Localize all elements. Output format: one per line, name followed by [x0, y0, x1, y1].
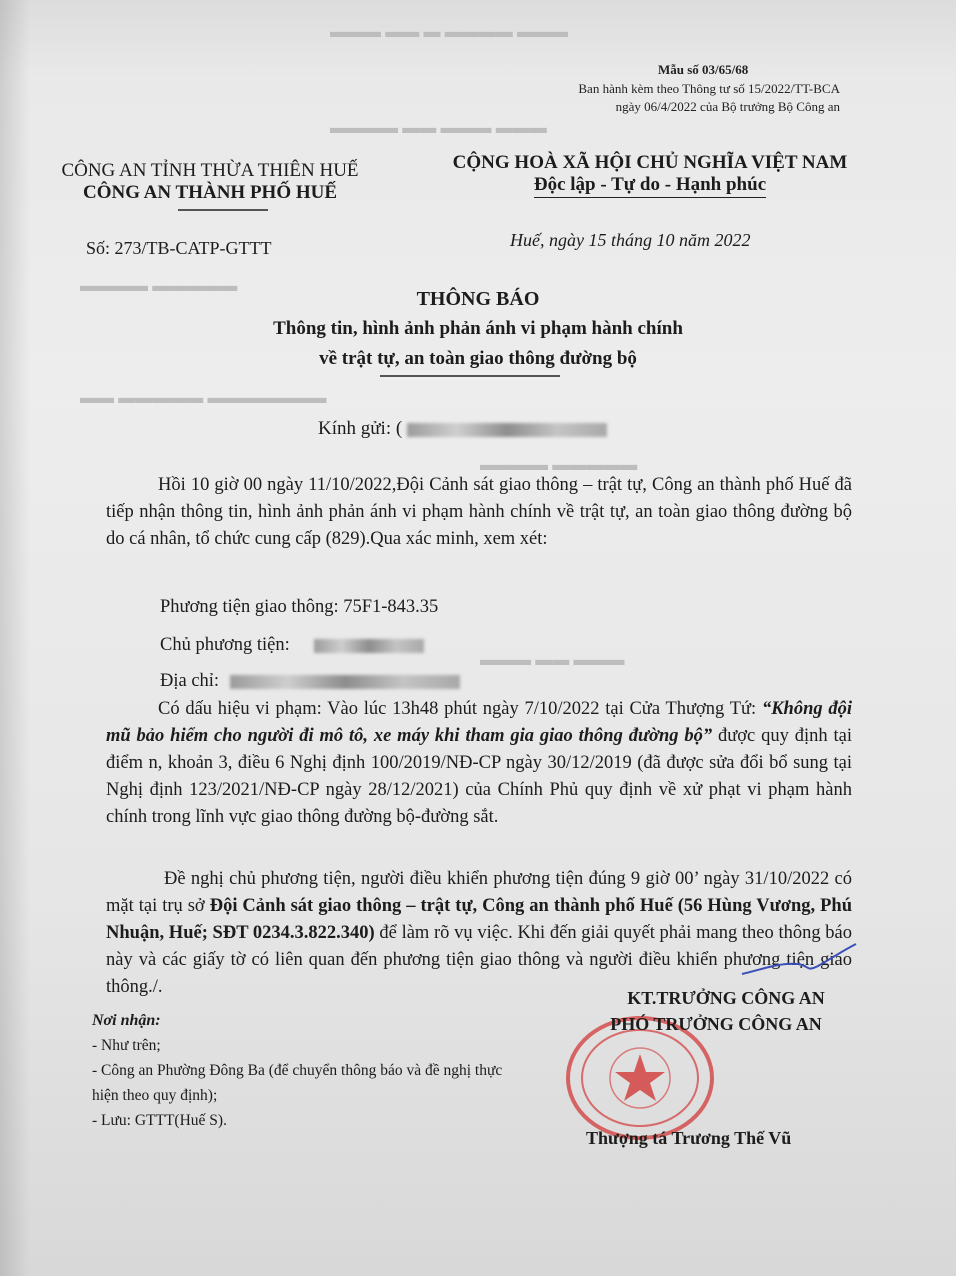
bleed-through-text: ▬▬ ▬▬▬▬▬ ▬▬▬▬▬▬▬ [80, 388, 327, 407]
recipient-label: Kính gửi: ( [318, 418, 403, 439]
appointment-instructions: để làm rõ vụ việc. Khi đến giải quyết phải mang theo thông báo này và các giấy tờ có liên quan đến phương tiện giao thông và người điều khiển phương tiện giao thông./. [106, 923, 853, 997]
agency-underline [178, 208, 268, 212]
owner-address-label: Địa chỉ: [160, 671, 220, 691]
bleed-through-text: ▬▬▬ ▬▬ ▬▬▬ [480, 650, 625, 669]
bleed-through-text: ▬▬▬▬ ▬▬ ▬▬▬ ▬▬▬ [330, 118, 547, 137]
agency-province: CÔNG AN TỈNH THỪA THIÊN HUẾ [61, 160, 359, 181]
form-number: Mẫu số 03/65/68 [658, 62, 749, 77]
recipient-line [318, 418, 607, 440]
appointment-location: Đội Cảnh sát giao thông – trật tự, Công an thành phố Huế (56 Hùng Vương, Phú Nhuận, Huế; SĐT 0234.3.822.340) [106, 896, 852, 943]
redacted-address [230, 675, 460, 689]
document-title: THÔNG BÁO [416, 288, 540, 310]
recipient-item: - Lưu: GTTT(Huế S). [92, 1112, 227, 1129]
document-number: Số: 273/TB-CATP-GTTT [86, 238, 272, 258]
country-name: CỘNG HOÀ XÃ HỘI CHỦ NGHĨA VIỆT NAM [452, 152, 848, 173]
page-shadow [0, 0, 30, 1276]
body-paragraph-1: Hồi 10 giờ 00 ngày 11/10/2022,Đội Cảnh sát giao thông – trật tự, Công an thành phố Huế đã tiếp nhận thông tin, hình ảnh phản ánh vi phạm hành chính về trật tự, an toàn giao thông đường bộ do cá nhân, tổ chức cung cấp (829).Qua xác minh, xem xét: [106, 475, 852, 549]
document-subtitle: về trật tự, an toàn giao thông đường bộ [319, 348, 637, 369]
signer-name: Thượng tá Trương Thế Vũ [586, 1128, 792, 1148]
body-paragraph-2 [106, 696, 852, 831]
national-motto [420, 152, 880, 198]
form-reference [540, 80, 840, 116]
motto: Độc lập - Tự do - Hạnh phúc [534, 174, 766, 198]
redacted-name [407, 423, 607, 437]
body-paragraph-3 [106, 866, 852, 1001]
owner-address [160, 668, 460, 695]
violation-legal-basis: được quy định tại điểm n, khoản 3, điều 6 Nghị định 100/2019/NĐ-CP ngày 30/12/2019 (đã được sửa đổi bổ sung tại Nghị định 123/2021/NĐ-CP ngày 28/12/2021) của Chính Phủ quy định về xử phạt vi phạm hành chính trong lĩnh vực giao thông đường bộ-đường sắt. [106, 726, 852, 827]
bleed-through-text: ▬▬▬▬ ▬▬▬▬▬ [80, 276, 238, 295]
recipient-item: - Như trên; [92, 1037, 161, 1054]
subtitle-underline [380, 374, 560, 378]
vehicle-owner-label: Chủ phương tiện: [160, 635, 290, 655]
violation-description: “Không đội mũ bảo hiểm cho người đi mô tô, xe máy khi tham gia giao thông đường bộ” [106, 699, 852, 746]
recipient-item: - Công an Phường Đông Ba (để chuyển thông báo và đề nghị thực hiện theo quy định); [92, 1062, 503, 1104]
violation-intro: Có dấu hiệu vi phạm: Vào lúc 13h48 phút ngày 7/10/2022 tại Cửa Thượng Tứ: [158, 699, 762, 719]
bleed-through-text: ▬▬▬▬ ▬▬▬▬▬ [480, 455, 638, 474]
form-reference-line: Ban hành kèm theo Thông tư số 15/2022/TT-BCA [578, 81, 840, 96]
bleed-through-text: ▬▬▬ ▬▬ ▬ ▬▬▬▬ ▬▬▬ [330, 22, 568, 41]
appointment-intro: Đề nghị chủ phương tiện, người điều khiển phương tiện đúng 9 giờ 00’ ngày 31/10/2022 có mặt tại trụ sở [106, 869, 852, 916]
redacted-owner [314, 639, 424, 653]
handwritten-signature-icon [740, 940, 860, 980]
issuing-agency [40, 160, 380, 204]
agency-city: CÔNG AN THÀNH PHỐ HUẾ [82, 182, 338, 203]
document-subtitle: Thông tin, hình ảnh phản ánh vi phạm hành chính [273, 318, 683, 339]
form-reference-line: ngày 06/4/2022 của Bộ trưởng Bộ Công an [615, 99, 840, 114]
document-date: Huế, ngày 15 tháng 10 năm 2022 [510, 230, 751, 250]
vehicle-owner [160, 632, 424, 659]
recipients-block [92, 1008, 532, 1133]
signature-title-2: PHÓ TRƯỞNG CÔNG AN [610, 1014, 822, 1034]
vehicle-plate: Phương tiện giao thông: 75F1-843.35 [160, 597, 439, 617]
signature-title-1: KT.TRƯỞNG CÔNG AN [627, 988, 825, 1008]
recipients-title: Nơi nhận: [92, 1012, 161, 1029]
